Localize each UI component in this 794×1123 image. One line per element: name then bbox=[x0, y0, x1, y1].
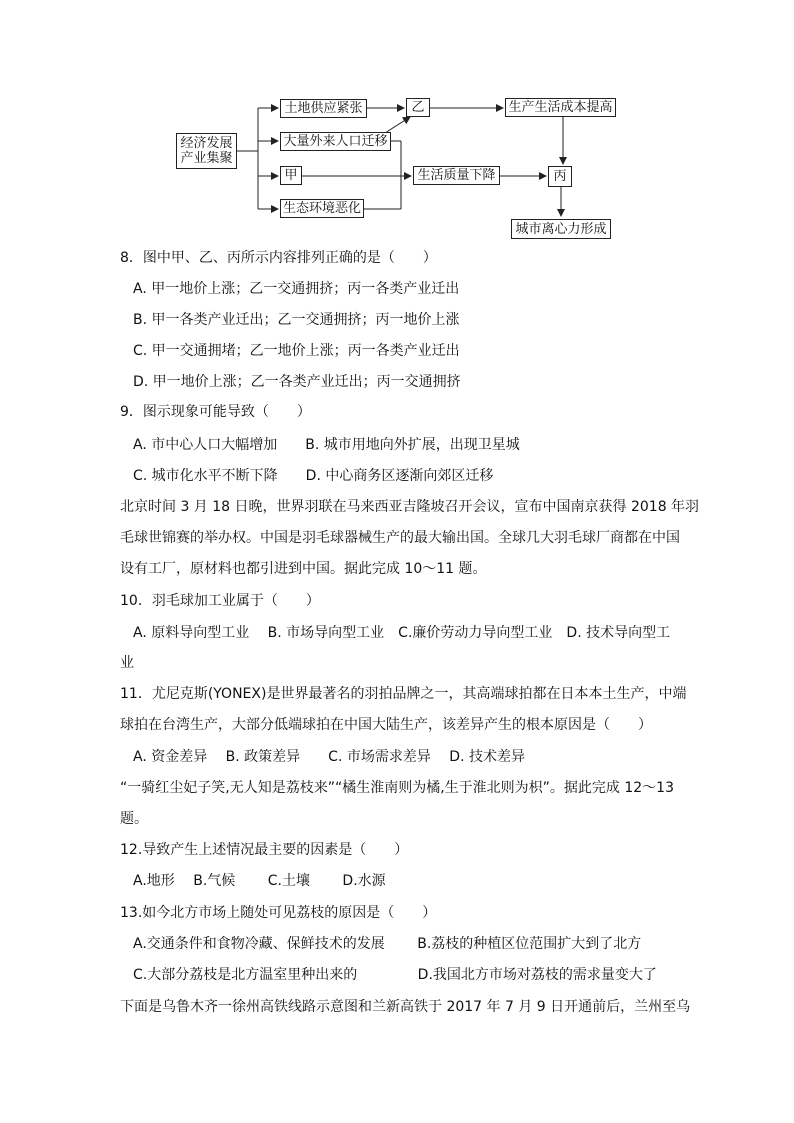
question-13-options-ab: A.交通条件和食物冷藏、保鲜技术的发展 B.荔枝的种植区位范围扩大到了北方 bbox=[133, 936, 642, 952]
question-8-option-b: B. 甲一各类产业迁出；乙一交通拥挤；丙一地价上涨 bbox=[133, 312, 460, 328]
question-8-stem: 8．图中甲、乙、丙所示内容排列正确的是（ ） bbox=[120, 250, 437, 266]
question-9-stem: 9．图示现象可能导致（ ） bbox=[120, 404, 311, 420]
question-13-stem: 13.如今北方市场上随处可见荔枝的原因是（ ） bbox=[120, 905, 437, 921]
passage-lychee-line2: 题。 bbox=[120, 811, 148, 827]
box-economic-line1: 经济发展 bbox=[180, 136, 233, 151]
question-10-stem: 10．羽毛球加工业属于（ ） bbox=[120, 593, 320, 609]
question-11-stem-line1: 11．尤尼克斯(YONEX)是世界最著名的羽拍品牌之一，其高端球拍都在日本本土生产，中端 bbox=[120, 686, 687, 702]
box-cost-increase: 生产生活成本提高 bbox=[505, 98, 616, 117]
box-yi: 乙 bbox=[406, 98, 430, 117]
question-12-stem: 12.导致产生上述情况最主要的因素是（ ） bbox=[120, 842, 409, 858]
box-population-migration: 大量外来人口迁移 bbox=[280, 132, 391, 151]
box-life-quality-decline: 生活质量下降 bbox=[413, 166, 500, 185]
question-13-options-cd: C.大部分荔枝是北方温室里种出来的 D.我国北方市场对荔枝的需求量变大了 bbox=[133, 967, 657, 983]
question-8-option-c: C. 甲一交通拥堵；乙一地价上涨；丙一各类产业迁出 bbox=[133, 343, 460, 359]
passage-railway-line1: 下面是乌鲁木齐一徐州高铁线路示意图和兰新高铁于 2017 年 7 月 9 日开通前后，兰州至乌 bbox=[120, 999, 691, 1015]
box-centrifugal-force: 城市离心力形成 bbox=[511, 219, 611, 239]
box-economic-line2: 产业集聚 bbox=[180, 151, 233, 166]
box-jia: 甲 bbox=[280, 166, 302, 185]
box-bing: 丙 bbox=[548, 166, 572, 187]
question-9-options-ab: A. 市中心人口大幅增加 B. 城市用地向外扩展，出现卫星城 bbox=[133, 437, 520, 453]
passage-badminton-line3: 设有工厂，原材料也都引进到中国。据此完成 10～11 题。 bbox=[120, 561, 487, 577]
box-economic-development bbox=[176, 133, 237, 169]
question-9-options-cd: C. 城市化水平不断下降 D. 中心商务区逐渐向郊区迁移 bbox=[133, 468, 494, 484]
question-11-stem-line2: 球拍在台湾生产，大部分低端球拍在中国大陆生产，该差异产生的根本原因是（ ） bbox=[120, 717, 652, 733]
box-land-supply: 土地供应紧张 bbox=[280, 99, 367, 118]
question-12-options: A.地形 B.气候 C.土壤 D.水源 bbox=[133, 873, 386, 889]
passage-lychee-line1: “一骑红尘妃子笑,无人知是荔枝来”“橘生淮南则为橘,生于淮北则为枳”。据此完成 12～13 bbox=[120, 780, 674, 796]
diagram-connectors bbox=[0, 0, 794, 245]
question-8-option-d: D. 甲一地价上涨；乙一各类产业迁出；丙一交通拥挤 bbox=[133, 374, 461, 390]
question-10-options-wrap: 业 bbox=[120, 655, 134, 671]
passage-badminton-line2: 毛球世锦赛的举办权。中国是羽毛球器械生产的最大输出国。全球几大羽毛球厂商都在中国 bbox=[120, 530, 680, 546]
passage-badminton-line1: 北京时间 3 月 18 日晚，世界羽联在马来西亚吉隆坡召开会议，宣布中国南京获得 2018 年羽 bbox=[120, 499, 700, 515]
question-11-options: A. 资金差异 B. 政策差异 C. 市场需求差异 D. 技术差异 bbox=[133, 749, 525, 765]
question-8-option-a: A. 甲一地价上涨；乙一交通拥挤；丙一各类产业迁出 bbox=[133, 281, 460, 297]
question-10-options: A. 原料导向型工业 B. 市场导向型工业 C.廉价劳动力导向型工业 D. 技术导向型工 bbox=[133, 625, 671, 641]
box-ecological-deterioration: 生态环境恶化 bbox=[280, 199, 364, 218]
flow-diagram bbox=[0, 0, 794, 245]
